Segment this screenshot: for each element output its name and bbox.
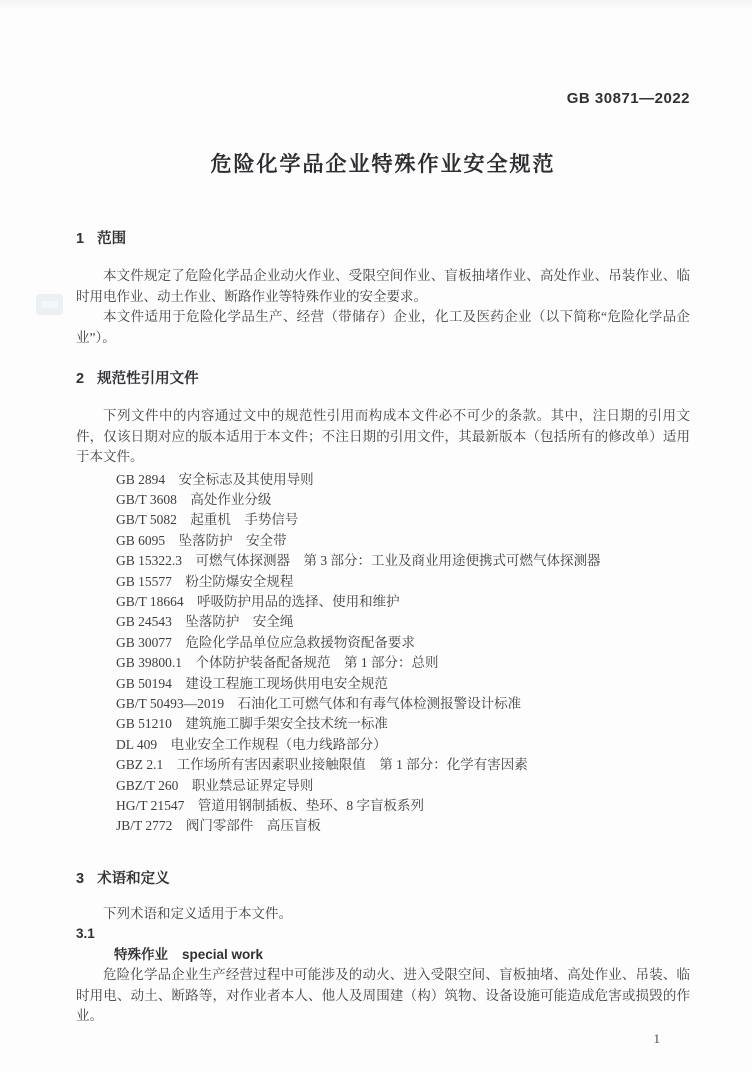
reference-item: GB/T 5082 起重机 手势信号 [116, 512, 299, 528]
term-name-cn: 特殊作业 [114, 946, 168, 962]
reference-item: DL 409 电业安全工作规程（电力线路部分） [116, 736, 387, 752]
reference-item: GBZ 2.1 工作场所有害因素职业接触限值 第 1 部分：化学有害因素 [116, 757, 528, 773]
terms-intro: 下列术语和定义适用于本文件。 [103, 905, 292, 921]
term-heading [114, 945, 690, 966]
section-3-heading [76, 869, 690, 889]
document-title: 危险化学品企业特殊作业安全规范 [210, 153, 556, 176]
reference-item: GB 15322.3 可燃气体探测器 第 3 部分：工业及商业用途便携式可燃气体探测器 [116, 553, 601, 569]
term-number: 3.1 [76, 926, 95, 942]
section-1-number: 1 [76, 231, 85, 247]
term-definition: 危险化学品企业生产经营过程中可能涉及的动火、进入受限空间、盲板抽堵、高处作业、吊装、临时用电、动土、断路等，对作业者本人、他人及周围建（构）筑物、设备设施可能造成危害或损毁的作业。 [76, 967, 690, 1024]
reference-item: GB 30077 危险化学品单位应急救援物资配备要求 [116, 634, 415, 650]
scope-paragraph-1: 本文件规定了危险化学品企业动火作业、受限空间作业、盲板抽堵作业、高处作业、吊装作业、临时用电作业、动土作业、断路作业等特殊作业的安全要求。 [76, 268, 690, 304]
section-2-title: 规范性引用文件 [97, 371, 199, 387]
term-name-en: special work [182, 946, 264, 962]
references-list [116, 470, 690, 837]
reference-item: GB/T 18664 呼吸防护用品的选择、使用和维护 [116, 593, 400, 609]
section-3-number: 3 [76, 870, 85, 887]
section-1-title: 范围 [97, 231, 127, 247]
page-content [76, 0, 690, 1048]
reference-item: JB/T 2772 阀门零部件 高压盲板 [116, 818, 321, 834]
reference-item: GBZ/T 260 职业禁忌证界定导则 [116, 777, 314, 793]
reference-item: GB/T 3608 高处作业分级 [116, 491, 272, 507]
reference-item: GB 15577 粉尘防爆安全规程 [116, 573, 294, 589]
reference-item: GB 51210 建筑施工脚手架安全技术统一标准 [116, 716, 388, 732]
reference-item: GB/T 50493—2019 石油化工可燃气体和有毒气体检测报警设计标准 [116, 695, 522, 711]
references-intro: 下列文件中的内容通过文中的规范性引用而构成本文件必不可少的条款。其中，注日期的引用文件，仅该日期对应的版本适用于本文件；不注日期的引用文件，其最新版本（包括所有的修改单）适用于本文件。 [76, 408, 690, 464]
scope-paragraph-2: 本文件适用于危险化学品生产、经营（带储存）企业，化工及医药企业（以下简称“危险化学品企业”）。 [76, 309, 690, 345]
reference-item: GB 6095 坠落防护 安全带 [116, 532, 287, 548]
reference-item: GB 39800.1 个体防护装备配备规范 第 1 部分：总则 [116, 655, 439, 671]
section-1-heading [76, 229, 690, 249]
section-3-title: 术语和定义 [97, 870, 170, 887]
reference-item: GB 50194 建设工程施工现场供用电安全规范 [116, 675, 388, 691]
page-number: 1 [653, 1030, 660, 1046]
section-2-heading [76, 369, 690, 389]
reference-item: HG/T 21547 管道用钢制插板、垫环、8 字盲板系列 [116, 798, 425, 813]
section-2-number: 2 [76, 371, 85, 387]
watermark-blob [36, 294, 63, 315]
reference-item: GB 2894 安全标志及其使用导则 [116, 471, 314, 487]
standard-code: GB 30871—2022 [566, 90, 690, 107]
reference-item: GB 24543 坠落防护 安全绳 [116, 614, 294, 630]
